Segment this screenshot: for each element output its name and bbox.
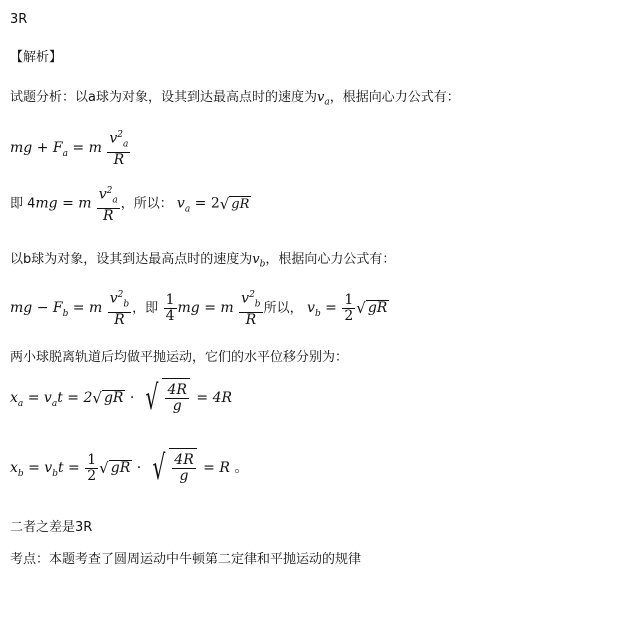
ji-sqrt: √ gR (219, 195, 250, 214)
xb-eq-t: t = (57, 460, 85, 476)
b-intro-text: 以b球为对象，设其到达最高点时的速度为 (10, 252, 253, 267)
b-intro-sub: b (259, 259, 266, 270)
analysis-intro-sub: a (324, 97, 330, 108)
xb-big-sqrt: √ $\frac{4R}{g}$ (148, 448, 197, 488)
xa-sub: a (17, 398, 24, 409)
analysis-intro-var: v (316, 90, 325, 105)
xa-result: = 4R (191, 390, 233, 406)
eq2-mid: = m (68, 300, 103, 317)
xa-eq-sub: a (51, 398, 58, 409)
eq2-mg: mg = m (177, 300, 234, 317)
ji-prefix: 即 4 (10, 196, 36, 212)
eq2-num-sub: b (123, 299, 130, 310)
eq1-num-sub: a (122, 139, 129, 150)
ji-sqrt-body: gR (231, 197, 250, 213)
eq1-lhs-sub: a (62, 149, 68, 160)
b-intro (10, 248, 395, 270)
xb-result: = R (198, 460, 235, 476)
xa-big-num: 4R (167, 382, 187, 398)
equation-xb (10, 448, 248, 488)
ji-eq: mg = m (35, 195, 92, 212)
eq2-half-num: 1 (344, 291, 354, 308)
eq2-num2-sup: 2 (249, 290, 255, 300)
eq2-sqrt: √ gR (356, 299, 388, 318)
eq2-fraction (108, 288, 131, 328)
section-title: 【解析】 (10, 50, 63, 65)
eq1-fraction (107, 128, 130, 168)
xa-dot: · (125, 390, 139, 406)
xb-big-den: g (179, 468, 189, 484)
eq1-num-sup: 2 (117, 130, 123, 140)
xa-sqrt-body: gR (103, 390, 124, 406)
ji-num-sup: 2 (106, 186, 113, 196)
ji-den: R (102, 208, 114, 225)
eq2-den: R (114, 312, 125, 329)
eq2-num-sup: 2 (117, 290, 124, 300)
eq2-den2: R (245, 312, 257, 329)
eq2-sqrt-body: gR (367, 300, 388, 317)
xb-half-den: 2 (87, 467, 97, 484)
analysis-intro-text: 试题分析：以a球为对象，设其到达最高点时的速度为 (10, 90, 317, 105)
eq2-ji: ，即 (132, 301, 159, 317)
xa-eq-t: t = 2 (57, 390, 93, 406)
xa-big-sqrt: √ $\frac{4R}{g}$ (141, 378, 190, 418)
eq2-quarter-num: 1 (165, 291, 175, 308)
eq2-half-den: 2 (344, 307, 354, 324)
xb-eq-sub: b (52, 468, 58, 479)
xa-sqrt: √ gR (92, 389, 124, 407)
eq2-lhs-sub: b (62, 309, 69, 320)
eq2-quarter-den: 4 (165, 307, 175, 324)
answer-text: 3R (10, 12, 28, 27)
equation-b (10, 288, 389, 328)
ji-fraction (97, 184, 120, 224)
b-intro-end: ，根据向心力公式有： (265, 252, 396, 267)
analysis-intro (10, 86, 460, 108)
ji-suoyi: ，所以： (120, 196, 173, 212)
eq2-num: v (109, 290, 118, 307)
xb-eq: = v (23, 460, 53, 476)
ji-num: v (98, 186, 107, 203)
equation-xa (10, 378, 232, 418)
knowledge-text: 考点：本题考查了圆周运动中牛顿第二定律和平抛运动的规律 (10, 552, 362, 567)
eq2-fraction2 (239, 288, 262, 328)
projectile-text: 两小球脱离轨道后均做平抛运动，它们的水平位移分别为： (10, 350, 349, 365)
xb-sqrt-body: gR (110, 460, 131, 476)
analysis-intro-end: ，根据向心力公式有： (329, 90, 460, 105)
ji-num-sub: a (112, 195, 118, 206)
xa-var: x (10, 390, 18, 406)
xb-period: 。 (234, 460, 249, 476)
xb-sqrt: √ gR (99, 459, 131, 477)
eq2-quarter (164, 293, 177, 324)
xb-half (85, 453, 98, 484)
xb-var: x (10, 460, 18, 476)
eq1-mid: = m (67, 140, 102, 157)
xb-dot: · (132, 460, 146, 476)
xb-half-num: 1 (87, 451, 97, 468)
xb-sub: b (17, 468, 24, 479)
eq2-lhs: mg − F (10, 300, 63, 317)
eq2-vb: v (307, 300, 315, 317)
xb-big-num: 4R (174, 452, 194, 468)
eq1-den: R (113, 152, 125, 169)
ji-va-sub: a (184, 204, 191, 215)
ji-va: v (176, 195, 185, 212)
b-intro-var: v (252, 252, 260, 267)
eq1-num: v (109, 130, 118, 147)
eq2-num2: v (241, 290, 250, 307)
eq2-suoyi: 所以， (263, 301, 303, 317)
equation-a-force (10, 128, 131, 168)
eq1-lhs: mg + F (10, 140, 63, 157)
difference-text: 二者之差是3R (10, 520, 93, 535)
eq2-vb-sub: b (314, 309, 321, 320)
equation-a-velocity (10, 184, 251, 224)
eq2-half (342, 293, 355, 324)
eq2-num2-sub: b (254, 299, 261, 310)
eq2-vb-eq: = (320, 300, 342, 317)
xa-eq: = v (23, 390, 52, 406)
xa-big-den: g (172, 398, 182, 414)
ji-va-eq: = 2 (190, 195, 220, 212)
